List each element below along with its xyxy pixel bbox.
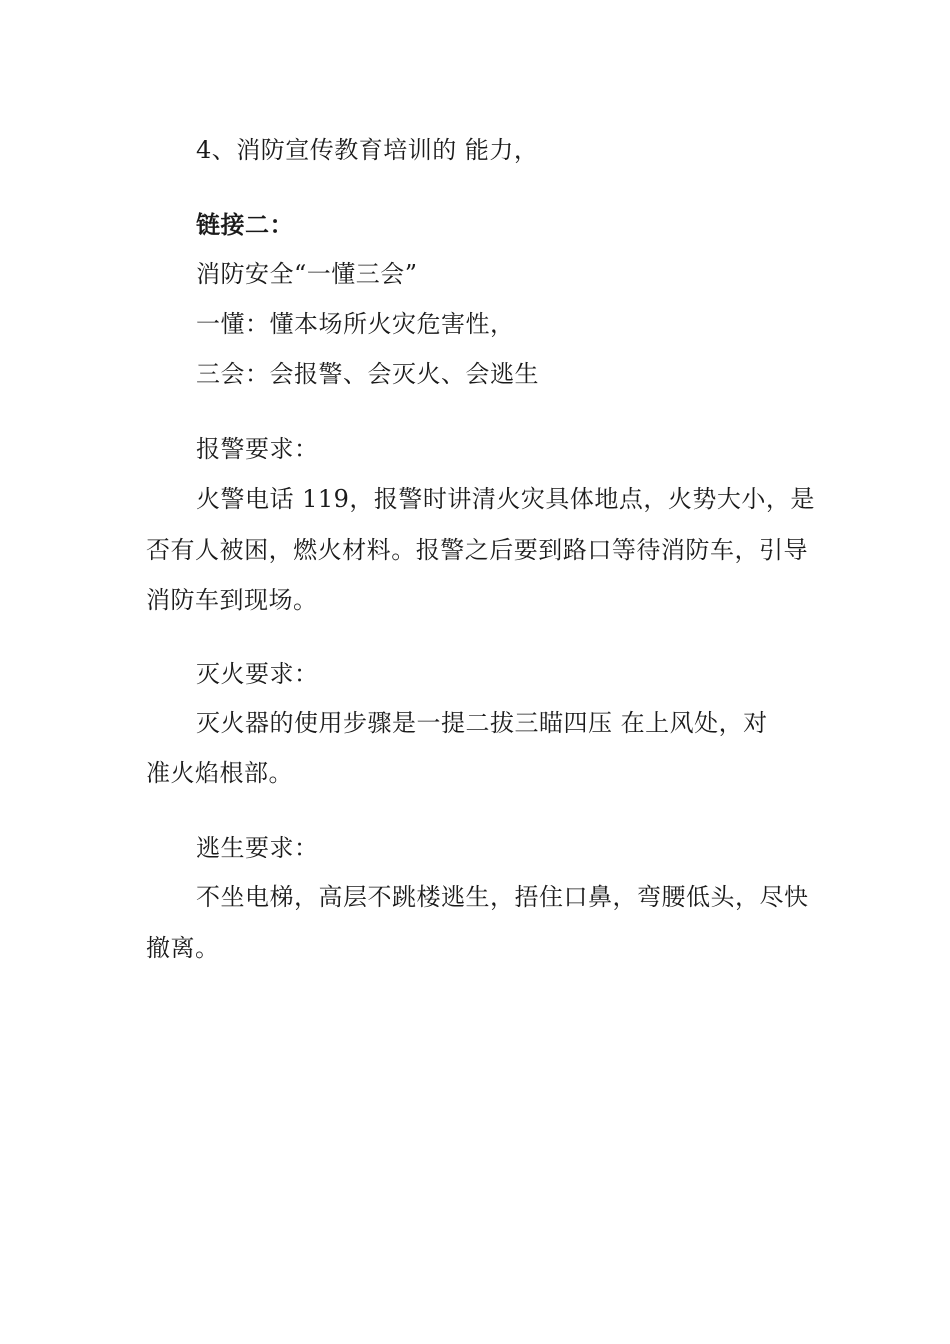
alarm-paragraph-line-2: 否有人被困，燃火材料。报警之后要到路口等待消防车，引导 xyxy=(146,536,808,564)
extinguish-paragraph-line-1: 灭火器的使用步骤是一提二拔三瞄四压 在上风处，对 xyxy=(196,709,768,737)
item-4-text: 4、消防宣传教育培训的 能力， xyxy=(196,136,539,164)
fire-safety-title: 消防安全“一懂三会” xyxy=(196,260,418,288)
one-understand-text: 一懂：懂本场所火灾危害性， xyxy=(196,310,515,338)
alarm-paragraph-line-3: 消防车到现场。 xyxy=(146,586,318,614)
escape-paragraph-line-1: 不坐电梯，高层不跳楼逃生，捂住口鼻，弯腰低头，尽快 xyxy=(196,883,809,911)
alarm-heading: 报警要求： xyxy=(196,435,319,463)
extinguish-paragraph-line-2: 准火焰根部。 xyxy=(146,759,293,787)
alarm-paragraph-line-1: 火警电话 119，报警时讲清火灾具体地点，火势大小，是 xyxy=(196,485,815,513)
link-two-heading: 链接二： xyxy=(196,211,294,239)
extinguish-heading: 灭火要求： xyxy=(196,660,319,688)
escape-paragraph-line-2: 撤离。 xyxy=(146,934,220,962)
three-can-text: 三会：会报警、会灭火、会逃生 xyxy=(196,360,539,388)
escape-heading: 逃生要求： xyxy=(196,834,319,862)
